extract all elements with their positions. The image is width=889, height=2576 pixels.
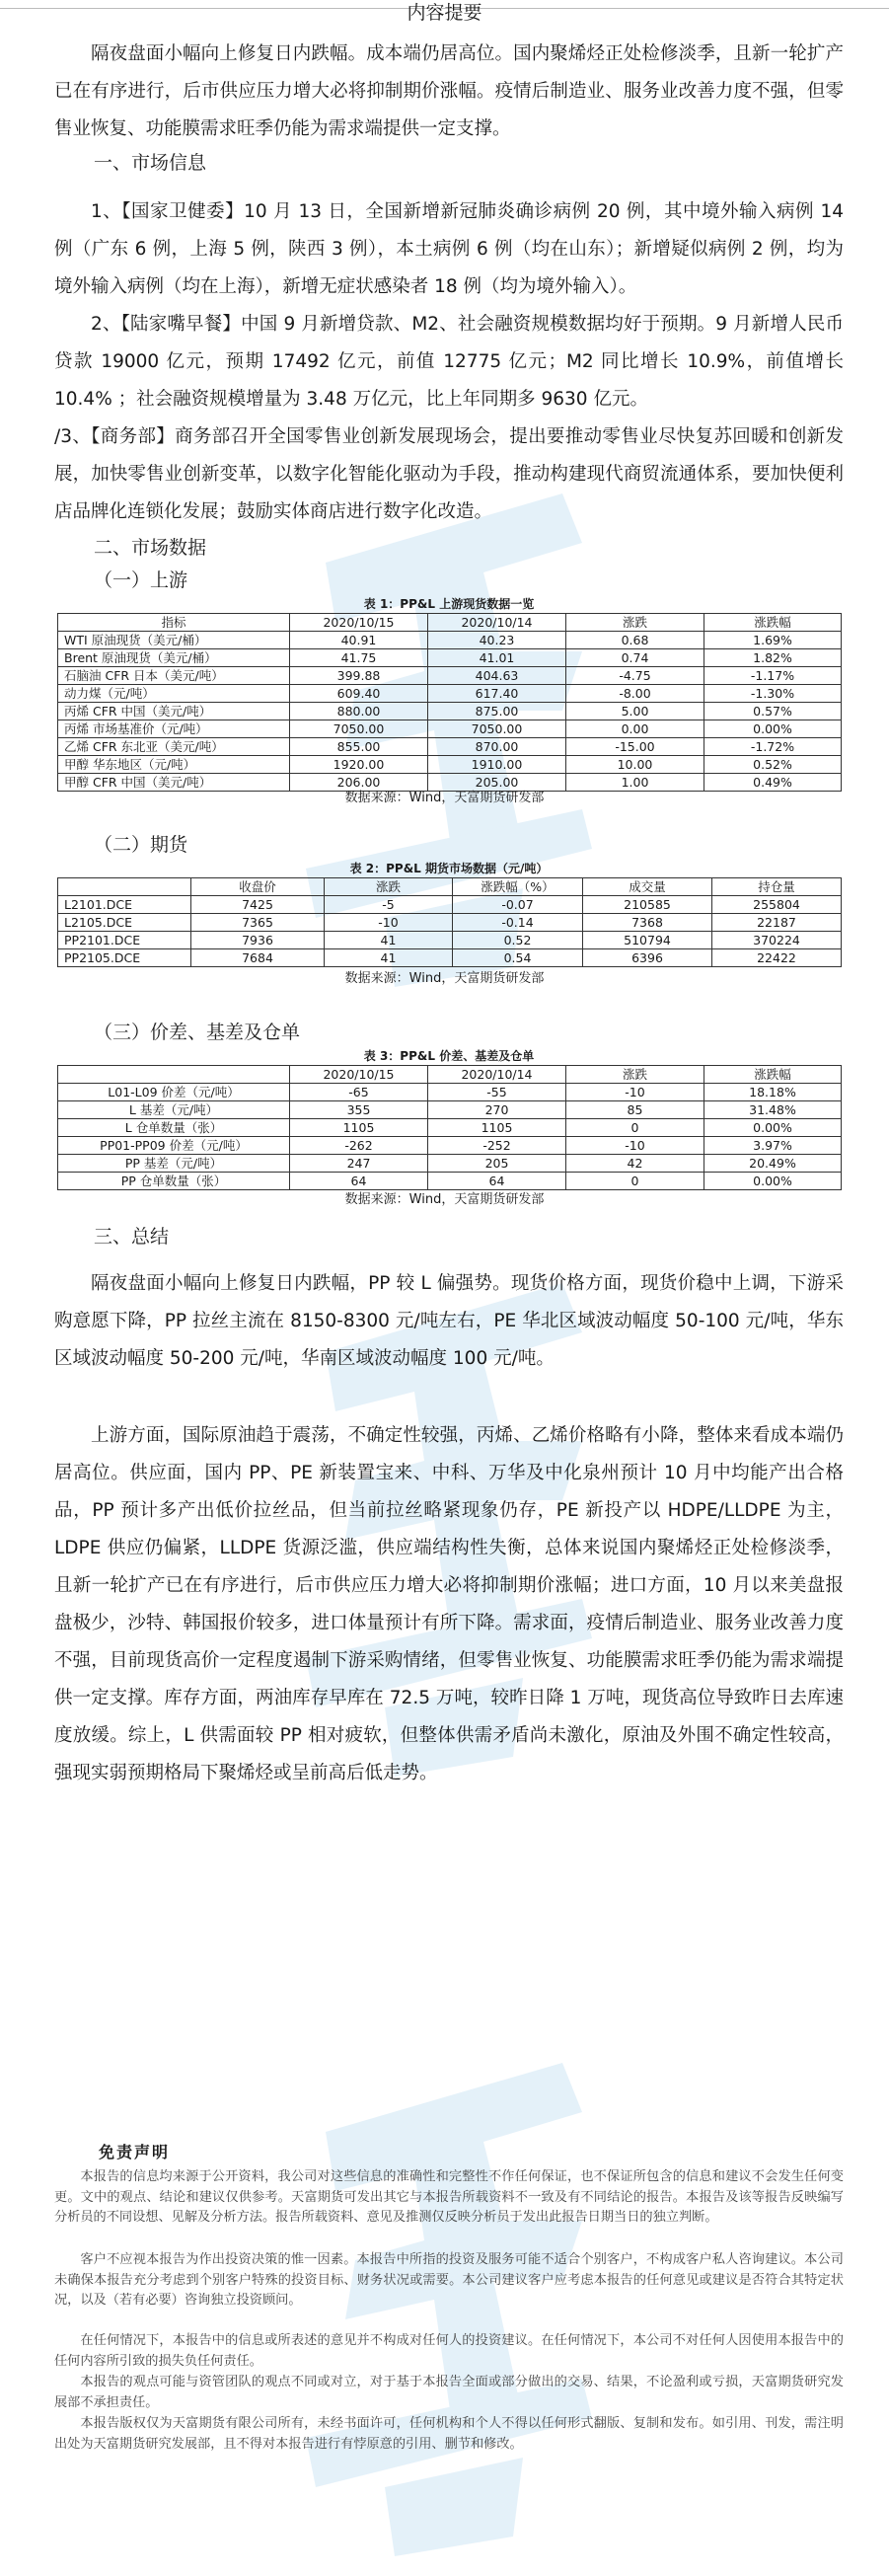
- table-cell: 7684: [191, 949, 325, 967]
- table-cell: -1.72%: [704, 738, 842, 756]
- section-heading-summary: 三、总结: [94, 1226, 170, 1248]
- table-cell: 7050.00: [290, 720, 428, 738]
- column-header: 涨跌幅: [704, 614, 842, 632]
- subheading-spread: （三）价差、基差及仓单: [94, 1022, 301, 1043]
- column-header: 指标: [58, 614, 290, 632]
- market-info-item: /3、【商务部】商务部召开全国零售业创新发展现场会，提出要推动零售业尽快复苏回暖和创新发展，加快零售业创新变革，以数字化智能化驱动为手段，推动构建现代商贸流通体系，要加快便利店品牌化连锁化发展；鼓励实体商店进行数字化改造。: [54, 426, 844, 522]
- table-cell: 0.00: [566, 720, 704, 738]
- section-heading-market-data: 二、市场数据: [94, 537, 207, 559]
- table-cell: 875.00: [428, 703, 566, 720]
- table-cell: 206.00: [290, 774, 428, 792]
- table-cell: -8.00: [566, 685, 704, 703]
- table-cell: 7050.00: [428, 720, 566, 738]
- table-row: [58, 1101, 842, 1119]
- table-row: [58, 667, 842, 685]
- table-row: [58, 1119, 842, 1137]
- table-cell: 18.18%: [704, 1084, 842, 1101]
- table-cell: 880.00: [290, 703, 428, 720]
- table-cell: 855.00: [290, 738, 428, 756]
- table-row: [58, 1155, 842, 1173]
- section-heading-market-info: 一、市场信息: [94, 152, 207, 174]
- table-cell: 丙烯 市场基准价（元/吨）: [58, 720, 290, 738]
- table-cell: 7425: [191, 896, 325, 914]
- column-header: 2020/10/14: [428, 614, 566, 632]
- table-cell: -1.17%: [704, 667, 842, 685]
- table-row: [58, 703, 842, 720]
- table-cell: L2101.DCE: [58, 896, 191, 914]
- table-cell: 40.23: [428, 632, 566, 649]
- table-cell: L 基差（元/吨）: [58, 1101, 290, 1119]
- table-cell: 7365: [191, 914, 325, 932]
- table-cell: L 仓单数量（张）: [58, 1119, 290, 1137]
- table-cell: 41.75: [290, 649, 428, 667]
- table-cell: -252: [428, 1137, 566, 1155]
- table-cell: 41: [325, 932, 453, 949]
- table-cell: -5: [325, 896, 453, 914]
- table-cell: 20.49%: [704, 1155, 842, 1173]
- futures-table: [57, 877, 842, 967]
- table-cell: L01-L09 价差（元/吨）: [58, 1084, 290, 1101]
- table-cell: -15.00: [566, 738, 704, 756]
- table-cell: WTI 原油现货（美元/桶）: [58, 632, 290, 649]
- disclaimer-paragraph: 在任何情况下，本报告中的信息或所表述的意见并不构成对任何人的投资建议。在任何情况下，本公司不对任何人因使用本报告中的任何内容所引致的损失负任何责任。: [54, 2333, 844, 2369]
- table-cell: PP 仓单数量（张）: [58, 1173, 290, 1190]
- disclaimer-paragraph: 本报告版权仅为天富期货有限公司所有，未经书面许可，任何机构和个人不得以任何形式翻版、复制和发布。如引用、刊发，需注明出处为天富期货研究发展部，且不得对本报告进行有悖原意的引用、删节和修改。: [54, 2416, 844, 2452]
- table-cell: -65: [290, 1084, 428, 1101]
- column-header: 涨跌幅: [704, 1066, 842, 1084]
- table-cell: 399.88: [290, 667, 428, 685]
- table-row: [58, 932, 842, 949]
- table-cell: 0.00%: [704, 1119, 842, 1137]
- table-cell: 0: [566, 1173, 704, 1190]
- table-cell: 64: [290, 1173, 428, 1190]
- table-cell: -262: [290, 1137, 428, 1155]
- table-cell: 64: [428, 1173, 566, 1190]
- data-source-note: 数据来源：Wind，天富期货研发部: [344, 791, 545, 805]
- table-cell: 5.00: [566, 703, 704, 720]
- spread-table: [57, 1065, 842, 1190]
- table-cell: 22422: [712, 949, 842, 967]
- table-row: [58, 632, 842, 649]
- table-cell: PP2105.DCE: [58, 949, 191, 967]
- table-row: [58, 738, 842, 756]
- table-cell: 205: [428, 1155, 566, 1173]
- table-cell: 甲醇 华东地区（元/吨）: [58, 756, 290, 774]
- table-cell: 0.52: [453, 932, 583, 949]
- table-cell: -0.14: [453, 914, 583, 932]
- table-row: [58, 756, 842, 774]
- table-row: [58, 949, 842, 967]
- table-row: [58, 774, 842, 792]
- table-cell: 10.00: [566, 756, 704, 774]
- table-cell: 41: [325, 949, 453, 967]
- subheading-futures: （二）期货: [94, 834, 188, 856]
- table-cell: L2105.DCE: [58, 914, 191, 932]
- table-cell: 0.52%: [704, 756, 842, 774]
- disclaimer-paragraph: 本报告的观点可能与资管团队的观点不同或对立，对于基于本报告全面或部分做出的交易、结果，不论盈利或亏损，天富期货研究发展部不承担责任。: [54, 2375, 844, 2410]
- summary-conclusion-paragraph: 上游方面，国际原油趋于震荡，不确定性较强，丙烯、乙烯价格略有小降，整体来看成本端仍居高位。供应面，国内 PP、PE 新装置宝来、中科、万华及中化泉州预计 10 月中均能产出合格品，PP 预计多产出低价拉丝品，但当前拉丝略紧现象仍存，PE 新投产以 HDPE/LLDPE 为主，LDPE 供应仍偏紧，LLDPE 货源泛滥，供应端结构性失衡，总体来说国内聚烯烃正处检修淡季，且新一轮扩产已在有序进行，后市供应压力增大必将抑制期价涨幅；进口方面，10 月以来美盘报盘极少，沙特、韩国报价较多，进口体量预计有所下降。需求面，疫情后制造业、服务业改善力度不强，目前现货高价一定程度遏制下游采购情绪，但零售业恢复、功能膜需求旺季仍能为需求端提供一定支撑。库存方面，两油库存早库在 72.5 万吨，较昨日降 1 万吨，现货高位导致昨日去库速度放缓。综上，L 供需面较 PP 相对疲软，但整体供需矛盾尚未激化，原油及外围不确定性较高，强现实弱预期格局下聚烯烃或呈前高后低走势。: [54, 1425, 844, 1783]
- table-cell: 355: [290, 1101, 428, 1119]
- table-title: 表 1：PP&L 上游现货数据一览: [363, 597, 535, 611]
- table-cell: 22187: [712, 914, 842, 932]
- data-source-note: 数据来源：Wind，天富期货研发部: [344, 1192, 545, 1207]
- table-row: [58, 1084, 842, 1101]
- table-header-row: [58, 614, 842, 632]
- table-cell: -10: [566, 1084, 704, 1101]
- table-cell: 动力煤（元/吨）: [58, 685, 290, 703]
- table-cell: 617.40: [428, 685, 566, 703]
- table-cell: 6396: [583, 949, 712, 967]
- table-cell: 85: [566, 1101, 704, 1119]
- column-header: 成交量: [583, 878, 712, 896]
- table-row: [58, 649, 842, 667]
- table-cell: 1105: [428, 1119, 566, 1137]
- table-cell: 42: [566, 1155, 704, 1173]
- subheading-upstream: （一）上游: [94, 569, 188, 591]
- table-cell: 1910.00: [428, 756, 566, 774]
- table-cell: 510794: [583, 932, 712, 949]
- table-cell: 1920.00: [290, 756, 428, 774]
- table-header-row: [58, 1066, 842, 1084]
- table-row: [58, 896, 842, 914]
- disclaimer-paragraph: 本报告的信息均来源于公开资料，我公司对这些信息的准确性和完整性不作任何保证，也不保证所包含的信息和建议不会发生任何变更。文中的观点、结论和建议仅供参考。天富期货可发出其它与本报告所载资料不一致及有不同结论的报告。本报告及该等报告反映编写分析员的不同设想、见解及分析方法。报告所载资料、意见及推测仅反映分析员于发出此报告日期当日的独立判断。: [54, 2169, 844, 2225]
- table-cell: 石脑油 CFR 日本（美元/吨）: [58, 667, 290, 685]
- page-title: 内容提要: [407, 2, 482, 24]
- table-cell: -0.07: [453, 896, 583, 914]
- disclaimer-title: 免责声明: [99, 2143, 171, 2161]
- table-cell: 7368: [583, 914, 712, 932]
- column-header: 收盘价: [191, 878, 325, 896]
- table-cell: 609.40: [290, 685, 428, 703]
- column-header: 2020/10/14: [428, 1066, 566, 1084]
- table-cell: 270: [428, 1101, 566, 1119]
- table-cell: 丙烯 CFR 中国（美元/吨）: [58, 703, 290, 720]
- table-cell: 1.69%: [704, 632, 842, 649]
- table-cell: Brent 原油现货（美元/桶）: [58, 649, 290, 667]
- table-cell: 7936: [191, 932, 325, 949]
- data-source-note: 数据来源：Wind，天富期货研发部: [344, 971, 545, 986]
- table-cell: PP 基差（元/吨）: [58, 1155, 290, 1173]
- table-cell: 0.00%: [704, 1173, 842, 1190]
- table-cell: 0.68: [566, 632, 704, 649]
- table-cell: 3.97%: [704, 1137, 842, 1155]
- table-cell: 41.01: [428, 649, 566, 667]
- table-row: [58, 720, 842, 738]
- summary-paragraph: 隔夜盘面小幅向上修复日内跌幅。成本端仍居高位。国内聚烯烃正处检修淡季，且新一轮扩产已在有序进行，后市供应压力增大必将抑制期价涨幅。疫情后制造业、服务业改善力度不强，但零售业恢复、功能膜需求旺季仍能为需求端提供一定支撑。: [54, 43, 844, 139]
- column-header: 持仓量: [712, 878, 842, 896]
- table-row: [58, 914, 842, 932]
- table-cell: 0.74: [566, 649, 704, 667]
- table-row: [58, 1137, 842, 1155]
- table-cell: -10: [325, 914, 453, 932]
- table-cell: 1.00: [566, 774, 704, 792]
- table-header-row: [58, 878, 842, 896]
- table-cell: 甲醇 CFR 中国（美元/吨）: [58, 774, 290, 792]
- table-cell: 31.48%: [704, 1101, 842, 1119]
- column-header: [58, 1066, 290, 1084]
- column-header: [58, 878, 191, 896]
- table-cell: 0.57%: [704, 703, 842, 720]
- column-header: 涨跌: [566, 614, 704, 632]
- disclaimer-paragraph: 客户不应视本报告为作出投资决策的惟一因素。本报告中所指的投资及服务可能不适合个别客户，不构成客户私人咨询建议。本公司未确保本报告充分考虑到个别客户特殊的投资目标、财务状况或需要。本公司建议客户应考虑本报告的任何意见或建议是否符合其特定状况，以及（若有必要）咨询独立投资顾问。: [54, 2252, 844, 2308]
- column-header: 涨跌: [566, 1066, 704, 1084]
- column-header: 2020/10/15: [290, 614, 428, 632]
- table-cell: -1.30%: [704, 685, 842, 703]
- table-cell: 870.00: [428, 738, 566, 756]
- table-cell: 404.63: [428, 667, 566, 685]
- table-cell: 1105: [290, 1119, 428, 1137]
- table-cell: PP2101.DCE: [58, 932, 191, 949]
- table-cell: 40.91: [290, 632, 428, 649]
- table-cell: 0.00%: [704, 720, 842, 738]
- upstream-table: [57, 613, 842, 792]
- table-cell: 乙烯 CFR 东北亚（美元/吨）: [58, 738, 290, 756]
- summary-conclusion-paragraph: 隔夜盘面小幅向上修复日内跌幅，PP 较 L 偏强势。现货价格方面，现货价稳中上调，下游采购意愿下降，PP 拉丝主流在 8150-8300 元/吨左右，PE 华北区域波动幅度 50-100 元/吨，华东区域波动幅度 50-200 元/吨，华南区域波动幅度 100 元/吨。: [54, 1273, 844, 1369]
- table-cell: 255804: [712, 896, 842, 914]
- table-cell: -10: [566, 1137, 704, 1155]
- table-cell: 370224: [712, 932, 842, 949]
- column-header: 2020/10/15: [290, 1066, 428, 1084]
- table-cell: -4.75: [566, 667, 704, 685]
- table-cell: 210585: [583, 896, 712, 914]
- column-header: 涨跌幅（%）: [453, 878, 583, 896]
- table-cell: PP01-PP09 价差（元/吨）: [58, 1137, 290, 1155]
- table-row: [58, 685, 842, 703]
- table-title: 表 3：PP&L 价差、基差及仓单: [363, 1049, 535, 1063]
- market-info-item: 1、【国家卫健委】10 月 13 日，全国新增新冠肺炎确诊病例 20 例，其中境外输入病例 14 例（广东 6 例，上海 5 例，陕西 3 例），本土病例 6 例（均在山东）；新增疑似病例 2 例，均为境外输入病例（均在上海），新增无症状感染者 18 例（均为境外输入）。: [54, 201, 844, 297]
- table-cell: -55: [428, 1084, 566, 1101]
- table-title: 表 2：PP&L 期货市场数据（元/吨）: [349, 862, 549, 875]
- table-cell: 0.49%: [704, 774, 842, 792]
- table-cell: 0: [566, 1119, 704, 1137]
- market-info-item: 2、【陆家嘴早餐】中国 9 月新增贷款、M2、社会融资规模数据均好于预期。9 月新增人民币贷款 19000 亿元，预期 17492 亿元，前值 12775 亿元；M2 同比增长 10.9%，前值增长 10.4% ；社会融资规模增量为 3.48 万亿元，比上年同期多 9630 亿元。: [54, 314, 844, 410]
- table-cell: 1.82%: [704, 649, 842, 667]
- table-cell: 205.00: [428, 774, 566, 792]
- column-header: 涨跌: [325, 878, 453, 896]
- table-cell: 0.54: [453, 949, 583, 967]
- table-cell: 247: [290, 1155, 428, 1173]
- table-row: [58, 1173, 842, 1190]
